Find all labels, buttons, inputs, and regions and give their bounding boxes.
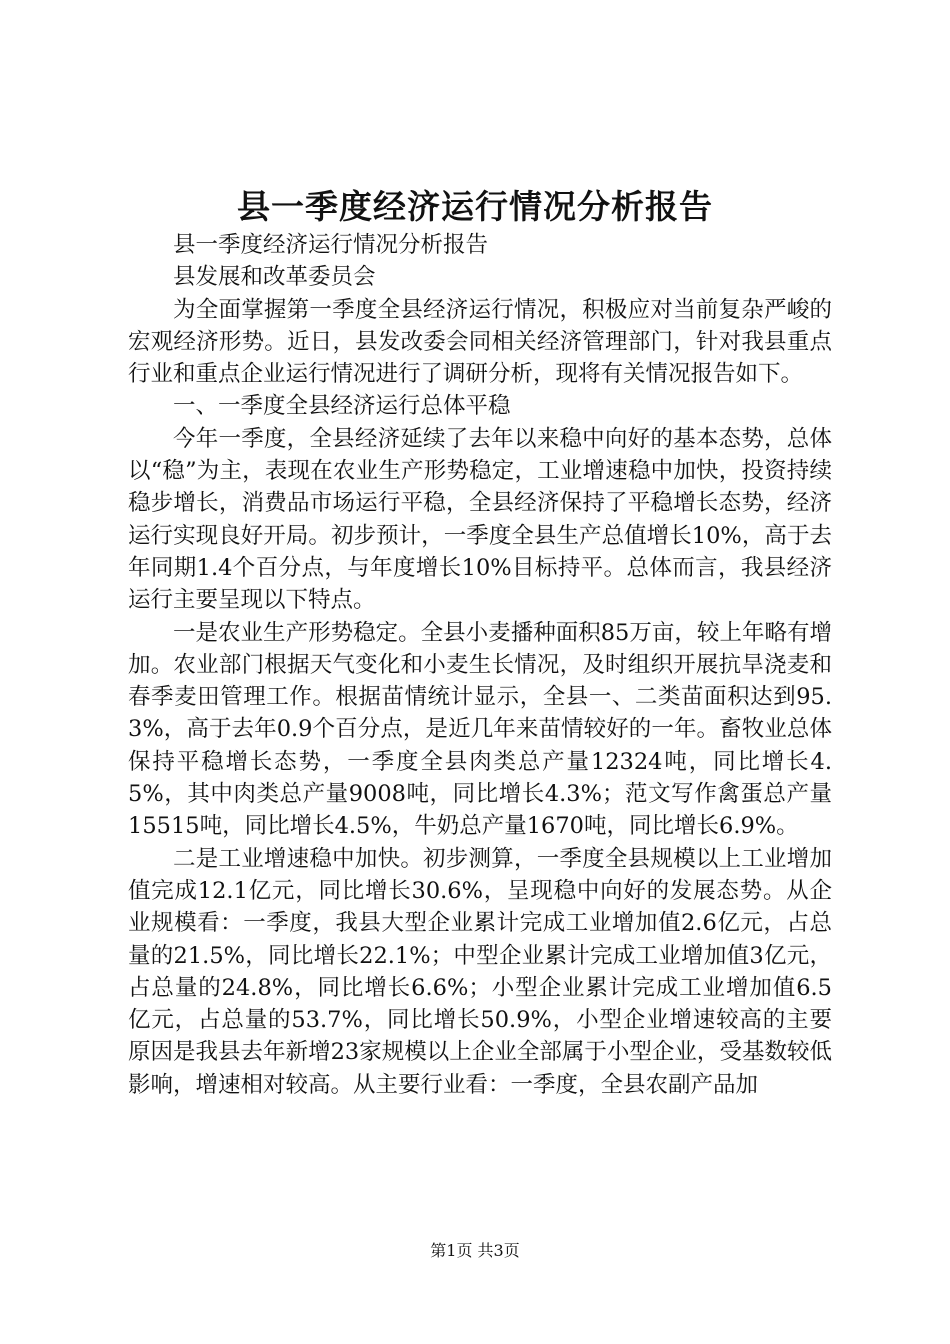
paragraph-subtitle: 县一季度经济运行情况分析报告: [173, 232, 489, 258]
paragraph-author: 县发展和改革委员会: [173, 264, 376, 291]
document-title: 县一季度经济运行情况分析报告: [237, 187, 713, 226]
paragraph-industry: 二是工业增速稳中加快。初步测算，一季度全县规模以上工业增加值完成12.1亿元，同比增长30.6%，呈现稳中向好的发展态势。从企业规模看：一季度，我县大型企业累计完成工业增加值2.6亿元，占总量的21.5%，同比增长22.1%；中型企业累计完成工业增加值3亿元，占总量的24.8%，同比增长6.6%；小型企业累计完成工业增加值6.5亿元，占总量的53.7%，同比增长50.9%，小型企业增速较高的主要原因是我县去年新增23家规模以上企业全部属于小型企业，受基数较低影响，增速相对较高。从主要行业看：一季度，全县农副产品加: [128, 845, 832, 1098]
paragraph-intro: 为全面掌握第一季度全县经济运行情况，积极应对当前复杂严峻的宏观经济形势。近日，县发改委会同相关经济管理部门，针对我县重点行业和重点企业运行情况进行了调研分析，现将有关情况报告如下。: [128, 296, 832, 388]
section-heading: 一、一季度全县经济运行总体平稳: [173, 393, 511, 420]
page-number: 第1页 共3页: [430, 1241, 520, 1260]
paragraph-overview: 今年一季度，全县经济延续了去年以来稳中向好的基本态势，总体以“稳”为主，表现在农业生产形势稳定，工业增速稳中加快，投资持续稳步增长，消费品市场运行平稳，全县经济保持了平稳增长态势，经济运行实现良好开局。初步预计，一季度全县生产总值增长10%，高于去年同期1.4个百分点，与年度增长10%目标持平。总体而言，我县经济运行主要呈现以下特点。: [128, 425, 832, 614]
paragraph-agriculture: 一是农业生产形势稳定。全县小麦播种面积85万亩，较上年略有增加。农业部门根据天气变化和小麦生长情况，及时组织开展抗旱浇麦和春季麦田管理工作。根据苗情统计显示，全县一、二类苗面积达到95.3%，高于去年0.9个百分点，是近几年来苗情较好的一年。畜牧业总体保持平稳增长态势，一季度全县肉类总产量12324吨，同比增长4.5%，其中肉类总产量9008吨，同比增长4.3%；范文写作禽蛋总产量15515吨，同比增长4.5%，牛奶总产量1670吨，同比增长6.9%。: [128, 619, 832, 840]
document-body: [128, 229, 832, 1101]
